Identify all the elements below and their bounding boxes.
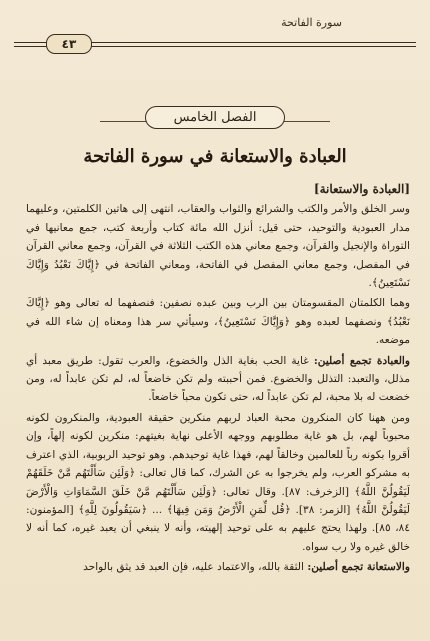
paragraph	[26, 352, 410, 407]
paragraph-lead: والاستعانة تجمع أصلين:	[307, 561, 410, 574]
paragraph-text: وهما الكلمتان المقسومتان بين الرب وبين عبده نصفين: فنصفهما له تعالى وهو ﴿إِيَّاكَ نَعْبُدُ﴾ ونصفهما لعبده وهو ﴿وَإِيَّاكَ نَسْتَعِينُ﴾، وسيأتي سر هذا ومعناه إن شاء الله في موضعه.	[26, 297, 410, 347]
paragraph	[26, 558, 410, 576]
paragraph-lead: والعبادة تجمع أصلين:	[313, 354, 410, 367]
running-header-surah: سورة الفاتحة	[281, 16, 342, 29]
page-header	[14, 12, 416, 52]
paragraph-text: وسر الخلق والأمر والكتب والشرائع والثواب والعقاب، انتهى إلى هاتين الكلمتين، وعليهما مدار العبودية والتوحيد، حتى قيل: أنزل الله مائة كتاب وأربعة كتب، جمع معانيها في التوراة والإنجيل والقرآن، وجمع معاني هذه الكتب الثلاثة في القرآن، وجمع معاني القرآن في المفصل، وجمع معاني المفصل في الفاتحة، ومعاني الفاتحة في ﴿إِيَّاكَ نَعْبُدُ وَإِيَّاكَ نَسْتَعِينُ﴾.	[26, 203, 410, 290]
paragraph	[26, 200, 410, 292]
paragraph-text: غاية الحب بغاية الذل والخضوع، والعرب تقول: طريق معبد أي مذلل، والتعبد: التذلل والخضوع. فمن أحببته ولم تكن خاضعاً له، لم تكن عابداً له، ومن خضعت له بلا محبة، لم تكن عابداً له، حتى تكون محباً خاضعاً.	[26, 354, 410, 404]
chapter-label: الفصل الخامس	[145, 106, 286, 129]
paragraph	[26, 409, 410, 556]
section-heading: [العبادة والاستعانة]	[313, 182, 410, 196]
chapter-title: العبادة والاستعانة في سورة الفاتحة	[83, 146, 347, 167]
paragraph-text: الثقة بالله، والاعتماد عليه، فإن العبد قد يثق بالواحد	[83, 561, 308, 574]
chapter-ornament	[0, 106, 430, 136]
page-number: ٤٣	[46, 34, 92, 54]
body-text	[26, 180, 410, 632]
paragraph-text: ومن ههنا كان المنكرون محبة العباد لربهم منكرين حقيقة العبودية، والمنكرون لكونه محبوباً لهم، بل هو غاية مطلوبهم ووجهه الأعلى نهاية بغيتهم: منكرين لكونه إلهاً، وإن أقروا بكونه رباً للعالمين وخالقاً لهم، فهذا غاية توحيدهم. وهو توحيد الربوبية، الذي اعترف به مشركو العرب، ولم يخرجوا به عن الشرك، كما قال تعالى: ﴿وَلَئِن سَأَلْتَهُم مَّنْ خَلَقَهُمْ لَيَقُولُنَّ اللَّهُ﴾ [الزخرف: ٨٧]. وقال تعالى: ﴿وَلَئِن سَأَلْتَهُم مَّنْ خَلَقَ السَّمَاوَاتِ وَالْأَرْضَ لَيَقُولُنَّ اللَّهُ﴾ [الزمر: ٣٨]. ﴿قُل لِّمَنِ الْأَرْضُ وَمَن فِيهَا﴾ ... ﴿سَيَقُولُونَ لِلَّهِ﴾ [المؤمنون: ٨٤، ٨٥]. ولهذا يحتج عليهم به على توحيد إلهيته، وأنه لا ينبغي أن يعبد غيره، كما أنه لا خالق غيره ولا رب سواه.	[26, 411, 411, 553]
paragraph	[26, 294, 410, 349]
